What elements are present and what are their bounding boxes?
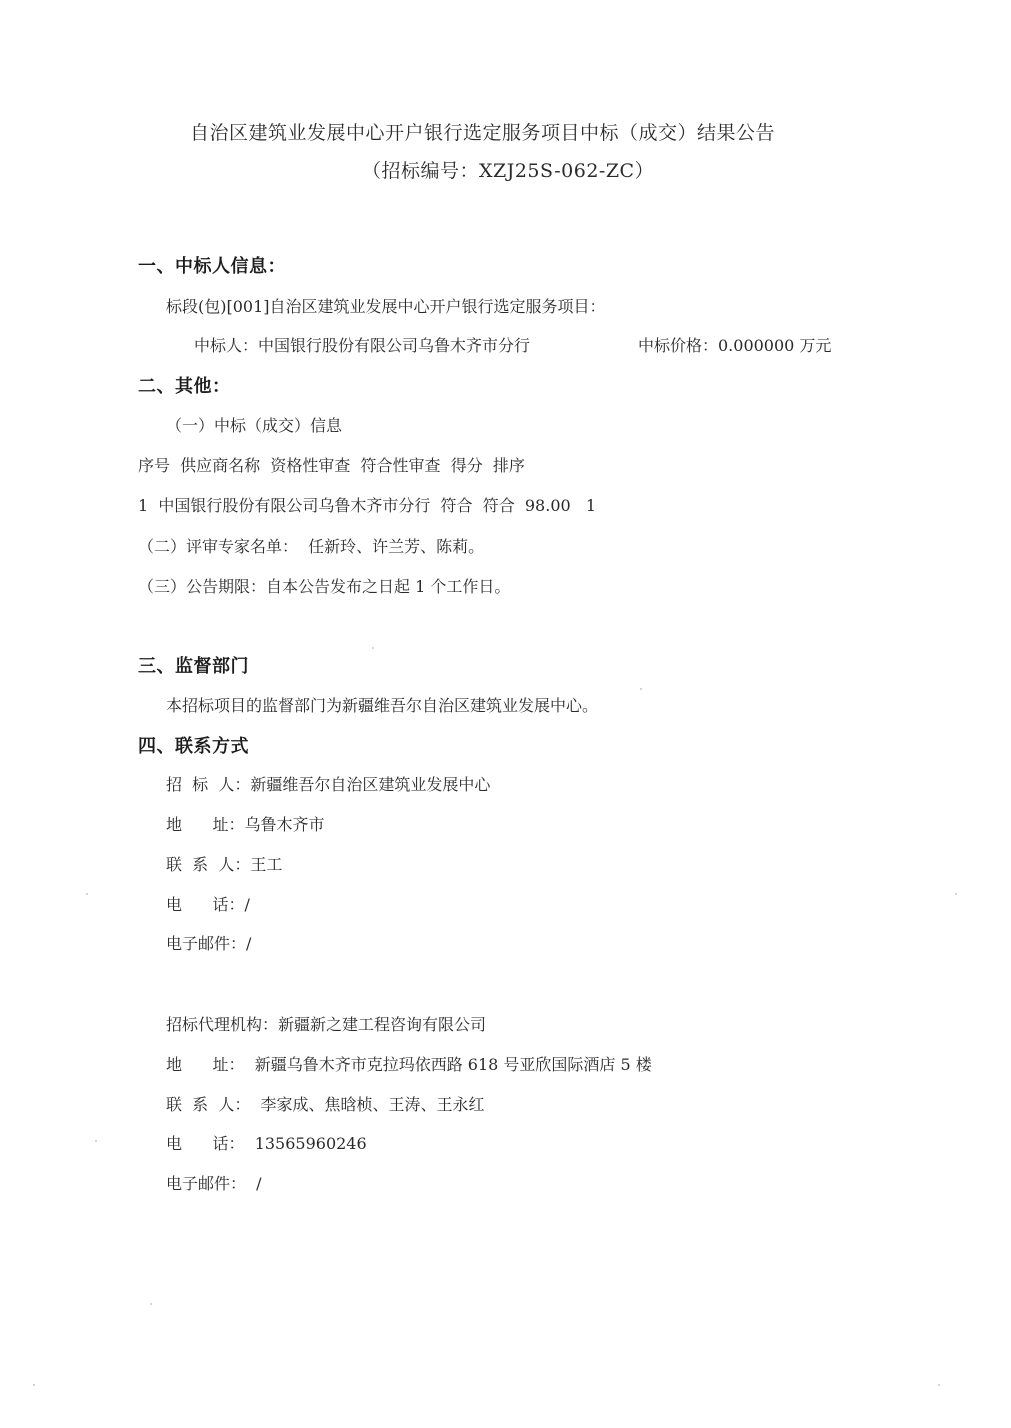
agency-email: 电子邮件： / — [166, 1174, 262, 1193]
scan-speck — [86, 893, 88, 895]
agency-contact: 联 系 人： 李家成、焦晗桢、王涛、王永红 — [166, 1095, 485, 1114]
agency-address: 地 址： 新疆乌鲁木齐市克拉玛依西路 618 号亚欣国际酒店 5 楼 — [166, 1055, 652, 1074]
scan-speck — [150, 1303, 152, 1305]
scan-speck — [938, 1384, 940, 1386]
winner-name: 中标人：中国银行股份有限公司乌鲁木齐市分行 — [194, 336, 531, 355]
section-1-heading: 一、中标人信息： — [138, 256, 286, 277]
scan-speck — [955, 893, 957, 895]
scan-speck — [640, 688, 642, 690]
section-4-heading: 四、联系方式 — [138, 736, 249, 757]
lot-description: 标段(包)[001]自治区建筑业发展中心开户银行选定服务项目： — [166, 297, 606, 316]
award-info-subheading: （一）中标（成交）信息 — [166, 416, 343, 435]
winning-price: 中标价格：0.000000 万元 — [638, 336, 832, 355]
expert-list: （二）评审专家名单： 任新玲、许兰芳、陈莉。 — [138, 537, 485, 556]
section-3-heading: 三、监督部门 — [138, 656, 249, 677]
tenderer-phone: 电 话：/ — [166, 895, 250, 914]
tenderer-email: 电子邮件：/ — [166, 934, 252, 953]
tenderer: 招 标 人：新疆维吾尔自治区建筑业发展中心 — [166, 775, 491, 794]
tender-code: （招标编号：XZJ25S-062-ZC） — [362, 160, 655, 182]
scan-speck — [95, 1140, 97, 1142]
tenderer-address: 地 址：乌鲁木齐市 — [166, 815, 325, 834]
agency-phone: 电 话： 13565960246 — [166, 1134, 367, 1153]
announcement-period: （三）公告期限：自本公告发布之日起 1 个工作日。 — [138, 577, 511, 596]
scan-speck — [372, 647, 374, 649]
tenderer-contact: 联 系 人：王工 — [166, 855, 283, 874]
supervision-text: 本招标项目的监督部门为新疆维吾尔自治区建筑业发展中心。 — [166, 696, 599, 715]
section-2-heading: 二、其他： — [138, 376, 231, 397]
scan-speck — [33, 1384, 35, 1386]
results-table-header: 序号 供应商名称 资格性审查 符合性审查 得分 排序 — [138, 456, 525, 475]
agency-name: 招标代理机构：新疆新之建工程咨询有限公司 — [166, 1015, 487, 1034]
results-table-row: 1 中国银行股份有限公司乌鲁木齐市分行 符合 符合 98.00 1 — [138, 496, 597, 515]
document-title: 自治区建筑业发展中心开户银行选定服务项目中标（成交）结果公告 — [190, 122, 776, 144]
